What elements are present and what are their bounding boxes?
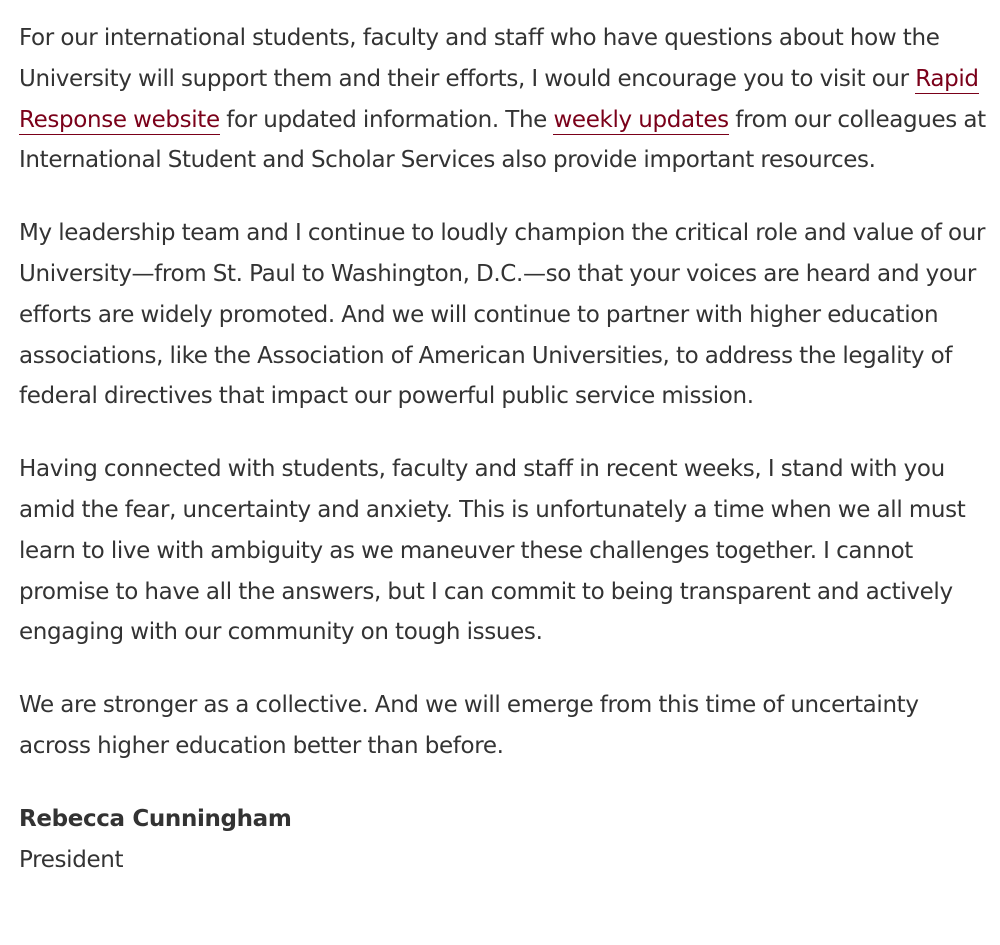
signature-name: Rebecca Cunningham	[19, 805, 292, 832]
rapid-response-website-link[interactable]: Rapid Response website	[19, 65, 979, 133]
weekly-updates-link[interactable]: weekly updates	[553, 106, 729, 133]
paragraph-community-engagement: Having connected with students, faculty and staff in recent weeks, I stand with you amid the fear, uncertainty and anxiety. This is unfortunately a time when we all must learn to live with ambiguity as we maneuver these challenges together. I cannot promise to have all the answers, but I can commit to being transparent and actively engaging with our community on tough issues.	[19, 456, 966, 646]
paragraph-text: from our colleagues at International Student and Scholar Services also provide important resources.	[19, 106, 986, 174]
signature-title: President	[19, 846, 124, 873]
paragraph-leadership-advocacy: My leadership team and I continue to loudly champion the critical role and value of our University—from St. Paul to Washington, D.C.—so that your voices are heard and your efforts are widely promoted. And we will continue to partner with higher education associations, like the Association of American Universities, to address the legality of federal directives that impact our powerful public service mission.	[19, 220, 986, 410]
paragraph-collective-strength: We are stronger as a collective. And we will emerge from this time of uncertainty across higher education better than before.	[19, 692, 919, 759]
paragraph-text: for updated information. The	[219, 106, 554, 133]
paragraph-international-support	[19, 18, 989, 181]
signature-block	[19, 799, 1000, 881]
paragraph-text: For our international students, faculty and staff who have questions about how the University will support them and their efforts, I would encourage you to visit our	[19, 25, 940, 92]
